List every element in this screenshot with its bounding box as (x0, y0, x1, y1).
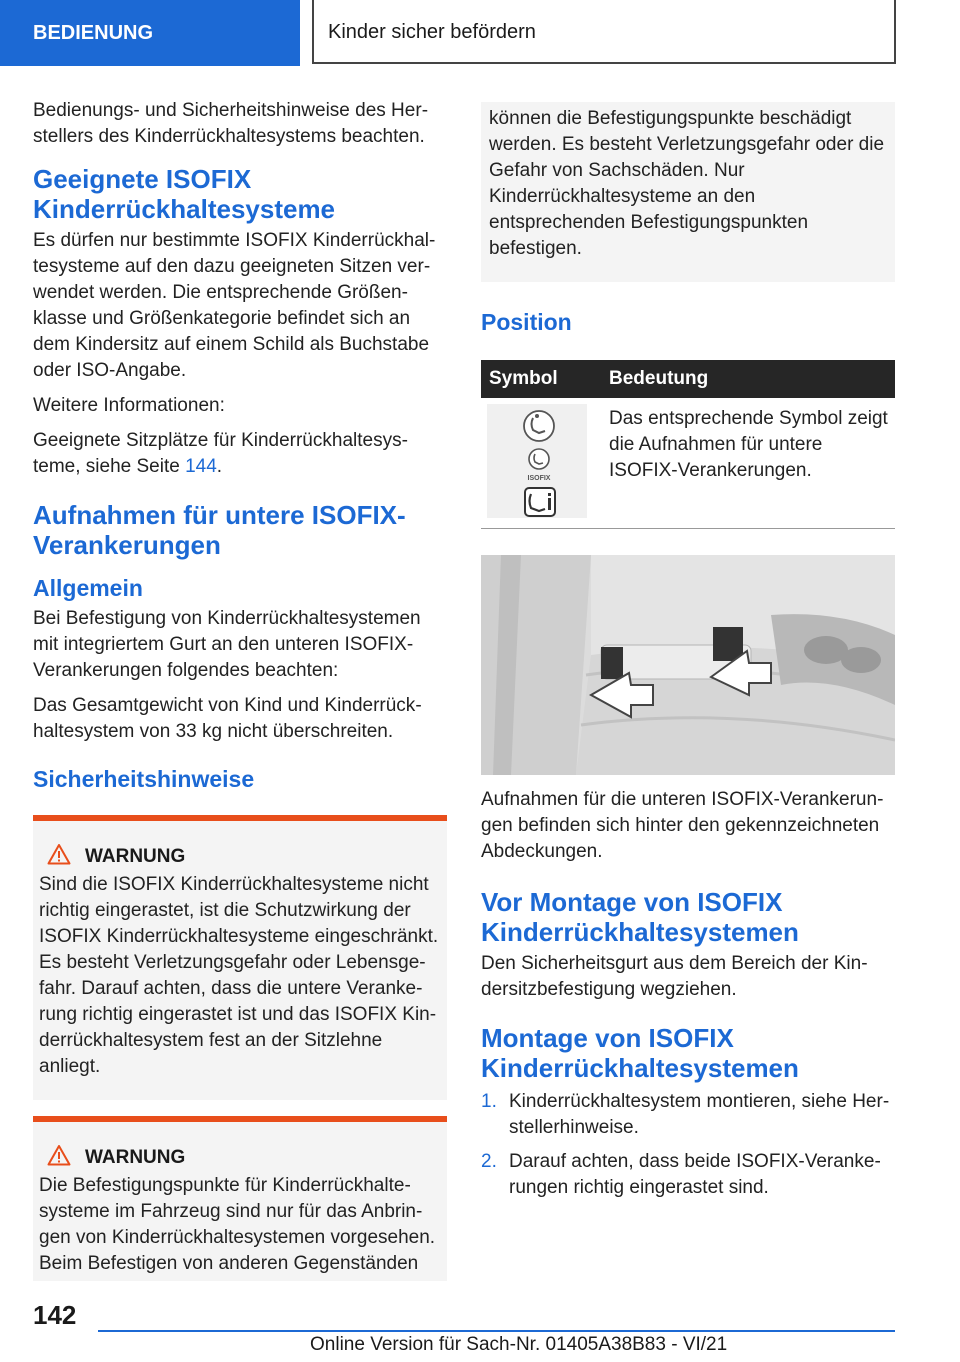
step-text: Kinderrückhaltesystem montieren, siehe Herstellerhinweise. (509, 1091, 890, 1138)
section-title: BEDIENUNG (0, 0, 300, 66)
heading-aufnahmen: Aufnahmen für untere ISOFIX-Verankerungen (33, 500, 406, 560)
warning-continuation-text: können die Befestigungspunkte beschädigt werden. Es besteht Verletzungsgefahr oder die Gefahr von Sachschäden. Nur Kinderrückhaltesysteme an den entsprechenden Befestigungspunkten befestigen. (489, 108, 885, 259)
warning-box-2 (33, 1116, 447, 1281)
montage-steps (481, 1089, 895, 1201)
right-column (481, 102, 895, 1209)
step-number: 2. (481, 1151, 497, 1172)
intro-paragraph: Bedienungs- und Sicherheitshinweise des Herstellers des Kinderrückhaltesystems beachten. (33, 100, 429, 147)
table-header-meaning: Bedeutung (601, 360, 895, 398)
paragraph-allgemein-1: Bei Befestigung von Kinderrückhaltesystemen mit integriertem Gurt an den unteren ISOFIX-Verankerungen folgendes beachten: (33, 608, 421, 681)
warning-label-2: WARNUNG (85, 1147, 186, 1168)
page-number: 142 (33, 1300, 77, 1330)
chapter-title: Kinder sicher befördern (312, 0, 896, 64)
sitzplatz-text: Geeignete Sitzplätze für Kinderrückhaltesysteme, siehe Seite (33, 430, 408, 477)
left-column (33, 98, 447, 1297)
warning-triangle-icon (47, 1144, 71, 1166)
paragraph-vor-montage: Den Sicherheitsgurt aus dem Bereich der Kindersitzbefestigung wegziehen. (481, 953, 868, 1000)
version-text: Online Version für Sach-Nr. 01405A38B83 - VI/21 (310, 1334, 728, 1355)
heading-geeignet: Geeignete ISOFIX Kinderrückhaltesysteme (33, 164, 336, 224)
seat-photo-illustration (481, 555, 895, 775)
warning-continuation (481, 102, 895, 282)
step-text: Darauf achten, dass beide ISOFIX-Verankerungen richtig eingerastet sind. (509, 1151, 881, 1198)
step-number: 1. (481, 1091, 497, 1112)
heading-montage: Montage von ISOFIX Kinderrückhaltesystemen (481, 1023, 799, 1083)
symbol-table (481, 360, 895, 518)
table-cell-meaning: Das entsprechende Symbol zeigt die Aufnahmen für untere ISOFIX-Verankerungen. (609, 408, 888, 481)
table-header-symbol: Symbol (481, 360, 601, 398)
page-link-144[interactable]: 144 (185, 456, 217, 477)
isofix-symbol-group (487, 404, 587, 518)
warning-triangle-icon (47, 843, 71, 865)
isofix-seat-icon (487, 404, 587, 518)
isofix-photo (481, 555, 895, 775)
table-divider (481, 528, 895, 529)
paragraph-allgemein-2: Das Gesamtgewicht von Kind und Kinderrückhaltesystem von 33 kg nicht überschreiten. (33, 695, 422, 742)
warning-title-1 (39, 843, 441, 870)
warning-text-2: Die Befestigungspunkte für Kinderrückhaltesysteme im Fahrzeug sind nur für das Anbringen von Kinderrückhaltesystemen vorgesehen. Beim Befestigen von anderen Gegenständen (39, 1175, 436, 1274)
warning-box-1 (33, 815, 447, 1100)
isofix-icon-label: ISOFIX (527, 475, 551, 482)
paragraph-sitzplatz (33, 428, 447, 480)
sitzplatz-end: . (216, 456, 223, 477)
photo-caption: Aufnahmen für die unteren ISOFIX-Verankerungen befinden sich hinter den gekennzeichneten Abdeckungen. (481, 789, 884, 862)
table-row (481, 398, 895, 518)
heading-allgemein: Allgemein (33, 575, 143, 601)
footer-divider (98, 1330, 895, 1332)
page-header (0, 0, 960, 66)
warning-title-2 (39, 1144, 441, 1171)
symbol-cell-wrap (481, 398, 601, 518)
heading-position: Position (481, 309, 572, 335)
heading-sicherheit: Sicherheitshinweise (33, 766, 255, 792)
heading-vor-montage: Vor Montage von ISOFIX Kinderrückhaltesystemen (481, 887, 799, 947)
list-item (481, 1089, 895, 1141)
paragraph-weitere: Weitere Informationen: (33, 395, 225, 416)
paragraph-geeignet: Es dürfen nur bestimmte ISOFIX Kinderrückhaltesysteme auf den dazu geeigneten Sitzen verwendet werden. Die entsprechende Größenklasse und Größenkategorie befindet sich an dem Kindersitz auf einem Schild als Buchstabe oder ISO-Angabe. (33, 230, 436, 381)
warning-label-1: WARNUNG (85, 846, 186, 867)
table-header-row (481, 360, 895, 398)
list-item (481, 1149, 895, 1201)
warning-text-1: Sind die ISOFIX Kinderrückhaltesysteme nicht richtig eingerastet, ist die Schutzwirkung der ISOFIX Kinderrückhaltesysteme eingeschränkt. Es besteht Verletzungsgefahr oder Lebensgefahr. Darauf achten, dass die untere Verankerung richtig eingerastet ist und das ISOFIX Kinderrückhaltesystem fest an der Sitzlehne anliegt. (39, 874, 439, 1077)
page-footer (0, 1298, 960, 1362)
